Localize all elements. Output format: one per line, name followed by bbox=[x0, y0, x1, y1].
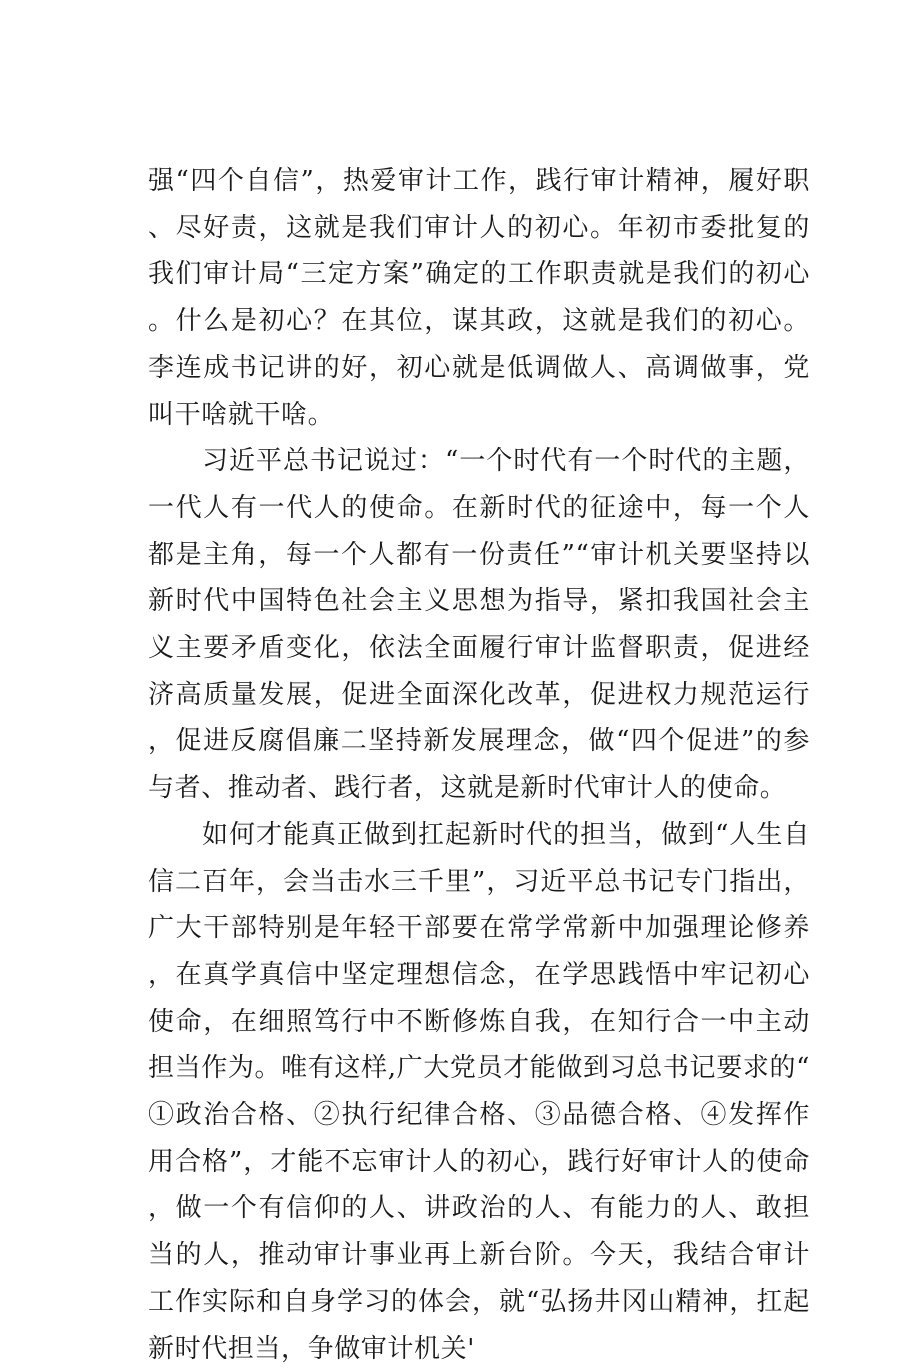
paragraph-3: 如何才能真正做到扛起新时代的担当，做到“人生自信二百年，会当击水三千里”，习近平总书记专门指出，广大干部特别是年轻干部要在常学常新中加强理论修养，在真学真信中坚定理想信念，在学思践悟中牢记初心使命，在细照笃行中不断修炼自我，在知行合一中主动担当作为。唯有这样,广大党员才能做到习总书记要求的“①政治合格、②执行纪律合格、③品德合格、④发挥作用合格”，才能不忘审计人的初心，践行好审计人的使命，做一个有信仰的人、讲政治的人、有能力的人、敢担当的人，推动审计事业再上新台阶。今天，我结合审计工作实际和自身学习的体会，就“弘扬井冈山精神，扛起新时代担当，争做审计机关' bbox=[148, 819, 810, 1364]
document-page bbox=[148, 158, 810, 1372]
paragraph-2: 习近平总书记说过：“一个时代有一个时代的主题，一代人有一代人的使命。在新时代的征途中，每一个人都是主角，每一个人都有一份责任”“审计机关要坚持以新时代中国特色社会主义思想为指导，紧扣我国社会主义主要矛盾变化，依法全面履行审计监督职责，促进经济高质量发展，促进全面深化改革，促进权力规范运行，促进反腐倡廉二坚持新发展理念，做“四个促进”的参与者、推动者、践行者，这就是新时代审计人的使命。 bbox=[148, 446, 810, 804]
paragraph-1: 强“四个自信”，热爱审计工作，践行审计精神，履好职、尽好责，这就是我们审计人的初心。年初市委批复的我们审计局“三定方案”确定的工作职责就是我们的初心。什么是初心？在其位，谋其政，这就是我们的初心。李连成书记讲的好，初心就是低调做人、高调做事，党叫干啥就干啥。 bbox=[148, 166, 810, 430]
